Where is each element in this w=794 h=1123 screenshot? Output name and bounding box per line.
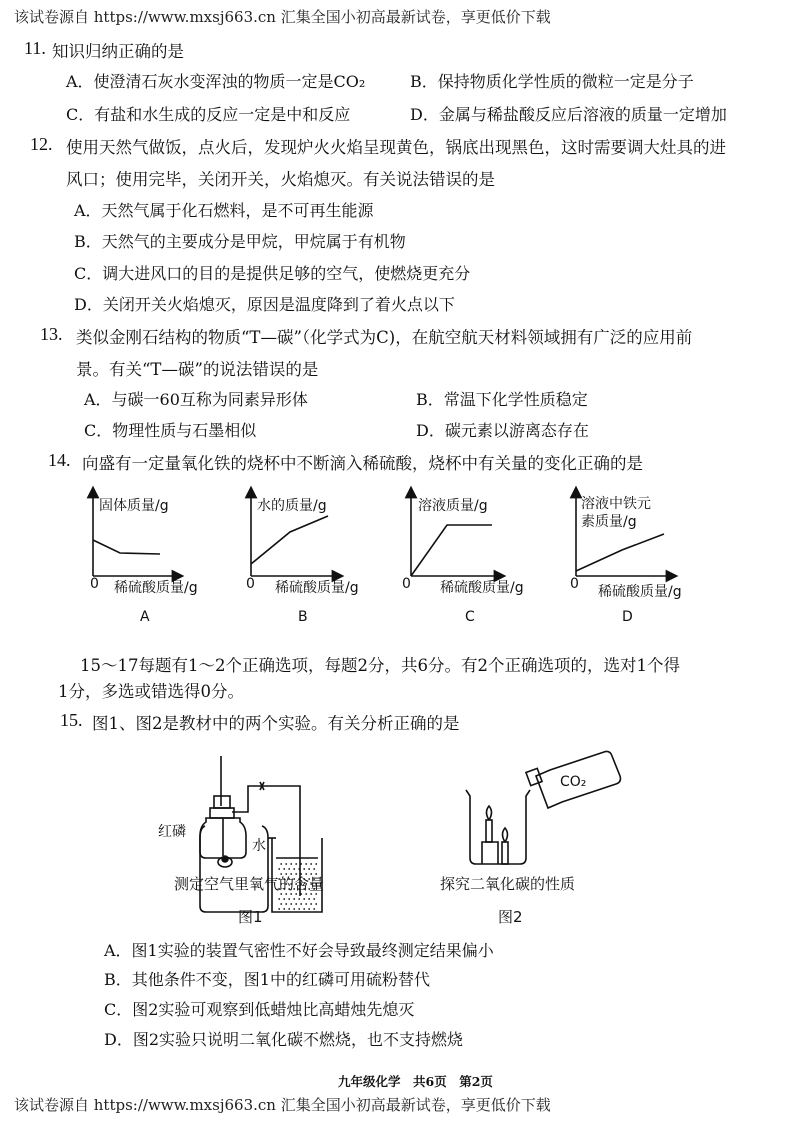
figure-2-caption: 探究二氧化碳的性质 <box>440 875 576 893</box>
water-dot <box>285 903 287 905</box>
water-dot <box>288 868 290 870</box>
section-note-line2: 1分，多选或错选得0分。 <box>58 682 244 701</box>
graph-d <box>570 492 682 625</box>
water-dot <box>288 908 290 910</box>
water-dot <box>305 863 307 865</box>
graph-c-xlabel: 稀硫酸质量/g <box>440 580 524 596</box>
figure-2-apparatus <box>466 752 621 865</box>
q15-stem: 图1、图2是教材中的两个实验。有关分析正确的是 <box>92 714 460 733</box>
graph-b <box>246 492 359 625</box>
section-note-line1: 15～17每题有1～2个正确选项，每题2分，共6分。有2个正确选项的，选对1个得 <box>80 656 680 675</box>
graph-d-ylabel-line1: 溶液中铁元 <box>581 496 651 512</box>
q12-stem-line2: 风口；使用完毕，关闭开关，火焰熄灭。有关说法错误的是 <box>66 170 495 189</box>
water-dot <box>298 898 300 900</box>
q11-option-c: C．有盐和水生成的反应一定是中和反应 <box>66 105 351 124</box>
figure-1-name: 图1 <box>238 908 263 926</box>
water-dot <box>295 893 297 895</box>
water-dot <box>285 863 287 865</box>
figure-2-name: 图2 <box>498 908 523 926</box>
water-dot <box>283 868 285 870</box>
graph-b-origin: 0 <box>246 576 255 592</box>
water-dot <box>285 893 287 895</box>
water-dot <box>315 893 317 895</box>
q15-number: 15. <box>60 710 83 730</box>
water-dot <box>290 903 292 905</box>
q13-option-a: A．与碳一60互称为同素异形体 <box>84 390 308 409</box>
graph-a-letter: A <box>140 609 150 625</box>
water-dot <box>310 903 312 905</box>
q12-stem-line1: 使用天然气做饭，点火后，发现炉火火焰呈现黄色，锅底出现黑色，这时需要调大灶具的进 <box>66 138 726 157</box>
water-dot <box>295 863 297 865</box>
graph-b-xlabel: 稀硫酸质量/g <box>275 580 359 596</box>
graph-a-xlabel: 稀硫酸质量/g <box>114 580 198 596</box>
q13-stem-line2: 景。有关“T—碳”的说法错误的是 <box>76 360 319 379</box>
q15-figures <box>0 746 794 932</box>
q14-stem: 向盛有一定量氧化铁的烧杯中不断滴入稀硫酸，烧杯中有关量的变化正确的是 <box>82 454 643 473</box>
water-dot <box>308 898 310 900</box>
water-dot <box>310 863 312 865</box>
water-dot <box>293 898 295 900</box>
water-dot <box>315 903 317 905</box>
water-dot <box>283 898 285 900</box>
source-banner-top: 该试卷源自 https://www.mxsj663.cn 汇集全国小初高最新试卷，享更低价下载 <box>14 8 551 26</box>
water-dot <box>300 903 302 905</box>
page-footer: 九年级化学 共6页 第2页 <box>338 1074 493 1089</box>
water-dot <box>293 908 295 910</box>
q14-number: 14. <box>48 450 71 470</box>
source-banner-bottom: 该试卷源自 https://www.mxsj663.cn 汇集全国小初高最新试卷，享更低价下载 <box>14 1096 551 1114</box>
water-dot <box>313 908 315 910</box>
graph-a-ylabel: 固体质量/g <box>99 498 169 514</box>
q12-number: 12. <box>30 134 53 154</box>
water-dot <box>280 903 282 905</box>
graph-d-xlabel: 稀硫酸质量/g <box>598 584 682 600</box>
water-dot <box>298 868 300 870</box>
water-dot <box>295 903 297 905</box>
figure-1-caption: 测定空气里氧气的含量 <box>174 875 325 893</box>
water-dot <box>298 908 300 910</box>
water-dot <box>308 908 310 910</box>
q11-option-b: B．保持物质化学性质的微粒一定是分子 <box>410 72 694 91</box>
water-dot <box>305 893 307 895</box>
graph-b-ylabel: 水的质量/g <box>257 498 327 514</box>
q14-graphs <box>0 480 794 630</box>
water-dot <box>283 908 285 910</box>
water-dot <box>280 863 282 865</box>
q13-stem-line1: 类似金刚石结构的物质“T—碳”（化学式为C)，在航空航天材料领域拥有广泛的应用前 <box>76 328 693 347</box>
water-dot <box>308 868 310 870</box>
q12-option-d: D．关闭开关火焰熄灭，原因是温度降到了着火点以下 <box>74 295 455 314</box>
graph-d-ylabel-line2: 素质量/g <box>581 514 637 530</box>
figure-1-label-phosphorus: 红磷 <box>158 824 186 840</box>
water-dot <box>278 898 280 900</box>
figure-2-bottle-label: CO₂ <box>560 774 587 790</box>
graph-d-curve <box>576 534 664 571</box>
q11-option-d: D．金属与稀盐酸反应后溶液的质量一定增加 <box>410 105 727 124</box>
water-dot <box>303 898 305 900</box>
q12-option-c: C．调大进风口的目的是提供足够的空气，使燃烧更充分 <box>74 264 471 283</box>
water-dot <box>300 863 302 865</box>
q15-option-d: D．图2实验只说明二氧化碳不燃烧，也不支持燃烧 <box>104 1030 464 1049</box>
q15-option-c: C．图2实验可观察到低蜡烛比高蜡烛先熄灭 <box>104 1000 415 1019</box>
q12-option-b: B．天然气的主要成分是甲烷，甲烷属于有机物 <box>74 232 406 251</box>
water-dot <box>303 908 305 910</box>
q13-number: 13. <box>40 324 63 344</box>
water-dot <box>315 863 317 865</box>
water-dot <box>278 908 280 910</box>
q11-stem: 知识归纳正确的是 <box>52 42 184 61</box>
figure-1-label-water: 水 <box>252 838 266 854</box>
graph-b-curve <box>251 516 328 564</box>
graph-c-letter: C <box>465 609 475 625</box>
water-dot <box>278 868 280 870</box>
water-dot <box>288 898 290 900</box>
q15-option-a: A．图1实验的装置气密性不好会导致最终测定结果偏小 <box>104 941 494 960</box>
q13-option-c: C．物理性质与石墨相似 <box>84 421 257 440</box>
q13-option-b: B．常温下化学性质稳定 <box>416 390 588 409</box>
graph-c <box>402 492 524 625</box>
water-dot <box>305 903 307 905</box>
graph-c-ylabel: 溶液质量/g <box>418 498 488 514</box>
graph-c-origin: 0 <box>402 576 411 592</box>
q11-option-a: A．使澄清石灰水变浑浊的物质一定是CO₂ <box>66 72 366 91</box>
graph-d-letter: D <box>622 609 633 625</box>
water-dot <box>290 863 292 865</box>
q11-number: 11. <box>24 38 46 58</box>
water-dot <box>313 898 315 900</box>
water-dot <box>310 893 312 895</box>
water-dot <box>300 893 302 895</box>
q12-option-a: A．天然气属于化石燃料，是不可再生能源 <box>74 201 374 220</box>
graph-c-curve <box>411 525 492 576</box>
water-dot <box>293 868 295 870</box>
q13-option-d: D．碳元素以游离态存在 <box>416 421 589 440</box>
water-dot <box>303 868 305 870</box>
graph-a-origin: 0 <box>90 576 99 592</box>
q15-option-b: B．其他条件不变，图1中的红磷可用硫粉替代 <box>104 970 430 989</box>
water-dot <box>280 893 282 895</box>
graph-a <box>90 492 198 625</box>
water-dot <box>313 868 315 870</box>
water-dot <box>290 893 292 895</box>
graph-b-letter: B <box>298 609 308 625</box>
graph-a-curve <box>93 540 160 554</box>
graph-d-origin: 0 <box>570 576 579 592</box>
